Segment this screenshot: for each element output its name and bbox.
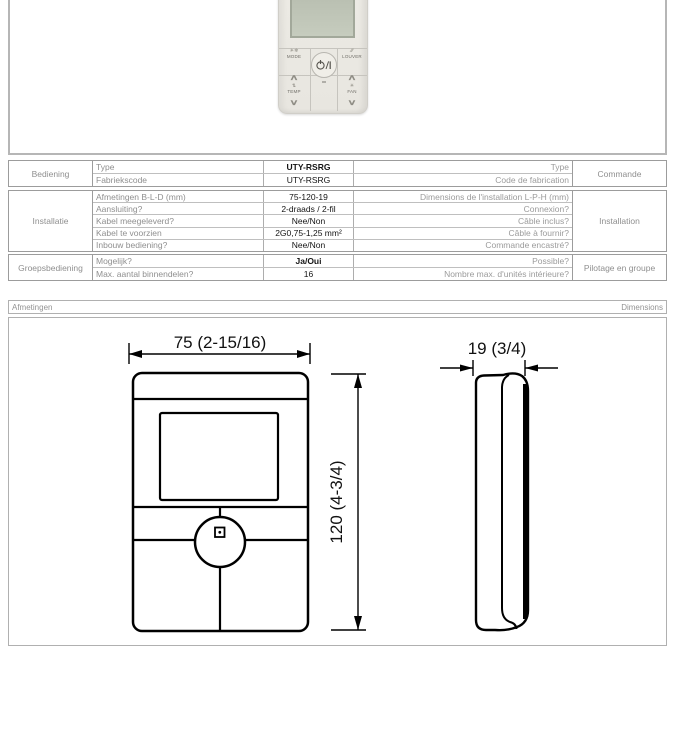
cell-value: Nee/Non [264,215,354,226]
cell-value: Nee/Non [264,240,354,251]
cell-property-nl: Max. aantal binnendelen? [93,268,264,280]
mode-icon: ☀❄ [289,48,299,54]
set-mark [322,81,326,83]
cell-property-nl: Kabel te voorzien [93,228,264,239]
power-icon [315,59,333,71]
front-width-dimension-label: 75 (2-15/16) [173,333,267,352]
cell-property-nl: Inbouw bediening? [93,240,264,251]
fan-down-button: ∨ [347,98,357,107]
louver-icon: ∕∕∕ [350,48,354,54]
temp-label: TEMP [287,89,301,94]
cell-property-nl: Afmetingen B-L-D (mm) [93,191,264,202]
dimensions-drawing-panel [8,317,667,646]
fan-button [338,84,366,94]
front-view-drawing [133,373,308,631]
fan-icon: ✳ [349,83,355,89]
cell-property-fr: Nombre max. d'unités intérieure? [444,269,569,279]
cell-property-nl: Kabel meegeleverd? [93,215,264,226]
table-row [93,191,572,202]
spec-section-bediening [8,160,667,187]
cell-property-fr: Type [550,162,569,172]
arrowhead-in-right [460,365,473,372]
table-row [93,267,572,280]
cell-value: 2G0,75-1,25 mm² [264,228,354,239]
spec-section-groepsbediening [8,254,667,281]
section-label-nl: Groepsbediening [9,255,93,280]
dimensions-header-fr: Dimensions [621,302,663,312]
side-depth-dimension-label: 19 (3/4) [467,339,527,358]
cell-property-nl: Type [93,161,264,173]
cell-value: UTY-RSRG [264,174,354,186]
photo-panel [8,0,667,155]
louver-label: LOUVER [342,54,362,59]
fan-up-button: ∧ [347,73,357,82]
section-label-fr: Pilotage en groupe [572,255,666,280]
cell-property-fr: Code de fabrication [495,175,569,185]
dimension-drawing [9,318,666,645]
section-label-fr: Installation [572,191,666,251]
power-button [311,52,337,78]
arrowhead-right [297,350,310,358]
temp-up-button: ∧ [289,73,299,82]
cell-value: 75-120-19 [264,191,354,202]
cell-property-fr: Câble inclus? [517,216,569,226]
table-row [93,255,572,267]
arrowhead-in-left [525,365,538,372]
mode-button [280,49,308,59]
arrowhead-left [129,350,142,358]
panel-divider [310,48,311,111]
table-row [93,239,572,251]
cell-value: Ja/Oui [264,255,354,267]
cell-property-fr: Commande encastré? [485,240,569,251]
spec-section-installatie [8,190,667,252]
section-label-fr: Commande [572,161,666,186]
cell-property-fr: Câble à fournir? [508,228,569,239]
section-label-nl: Bediening [9,161,93,186]
table-row [93,227,572,239]
remote-photo [278,0,368,114]
cell-value: UTY-RSRG [264,161,354,173]
arrowhead-up [354,374,362,388]
power-button-outline [195,517,245,567]
display-outline [160,413,278,500]
section-label-nl: Installatie [9,191,93,251]
dimensions-header [8,300,667,314]
side-view-drawing [476,373,528,630]
cell-value: 2-draads / 2-fil [264,203,354,214]
temp-icon: ⇅ [291,83,297,89]
temp-down-button: ∨ [289,98,299,107]
cell-property-nl: Aansluiting? [93,203,264,214]
arrowhead-down [354,616,362,630]
cell-value: 16 [264,268,354,280]
louver-button [338,49,366,59]
cell-property-nl: Fabriekscode [93,174,264,186]
front-height-dimension-label: 120 (4-3/4) [327,460,346,544]
table-row [93,214,572,226]
mode-label: MODE [286,54,302,59]
table-row [93,161,572,173]
temp-button [280,84,308,94]
fan-label: FAN [347,89,357,94]
dimensions-header-nl: Afmetingen [12,302,53,312]
table-row [93,202,572,214]
cell-property-fr: Dimensions de l'installation L-P-H (mm) [420,191,569,202]
cell-property-fr: Connexion? [523,203,569,214]
remote-screen [290,0,355,38]
table-row [93,173,572,186]
cell-property-fr: Possible? [532,256,569,266]
cell-property-nl: Mogelijk? [93,255,264,267]
